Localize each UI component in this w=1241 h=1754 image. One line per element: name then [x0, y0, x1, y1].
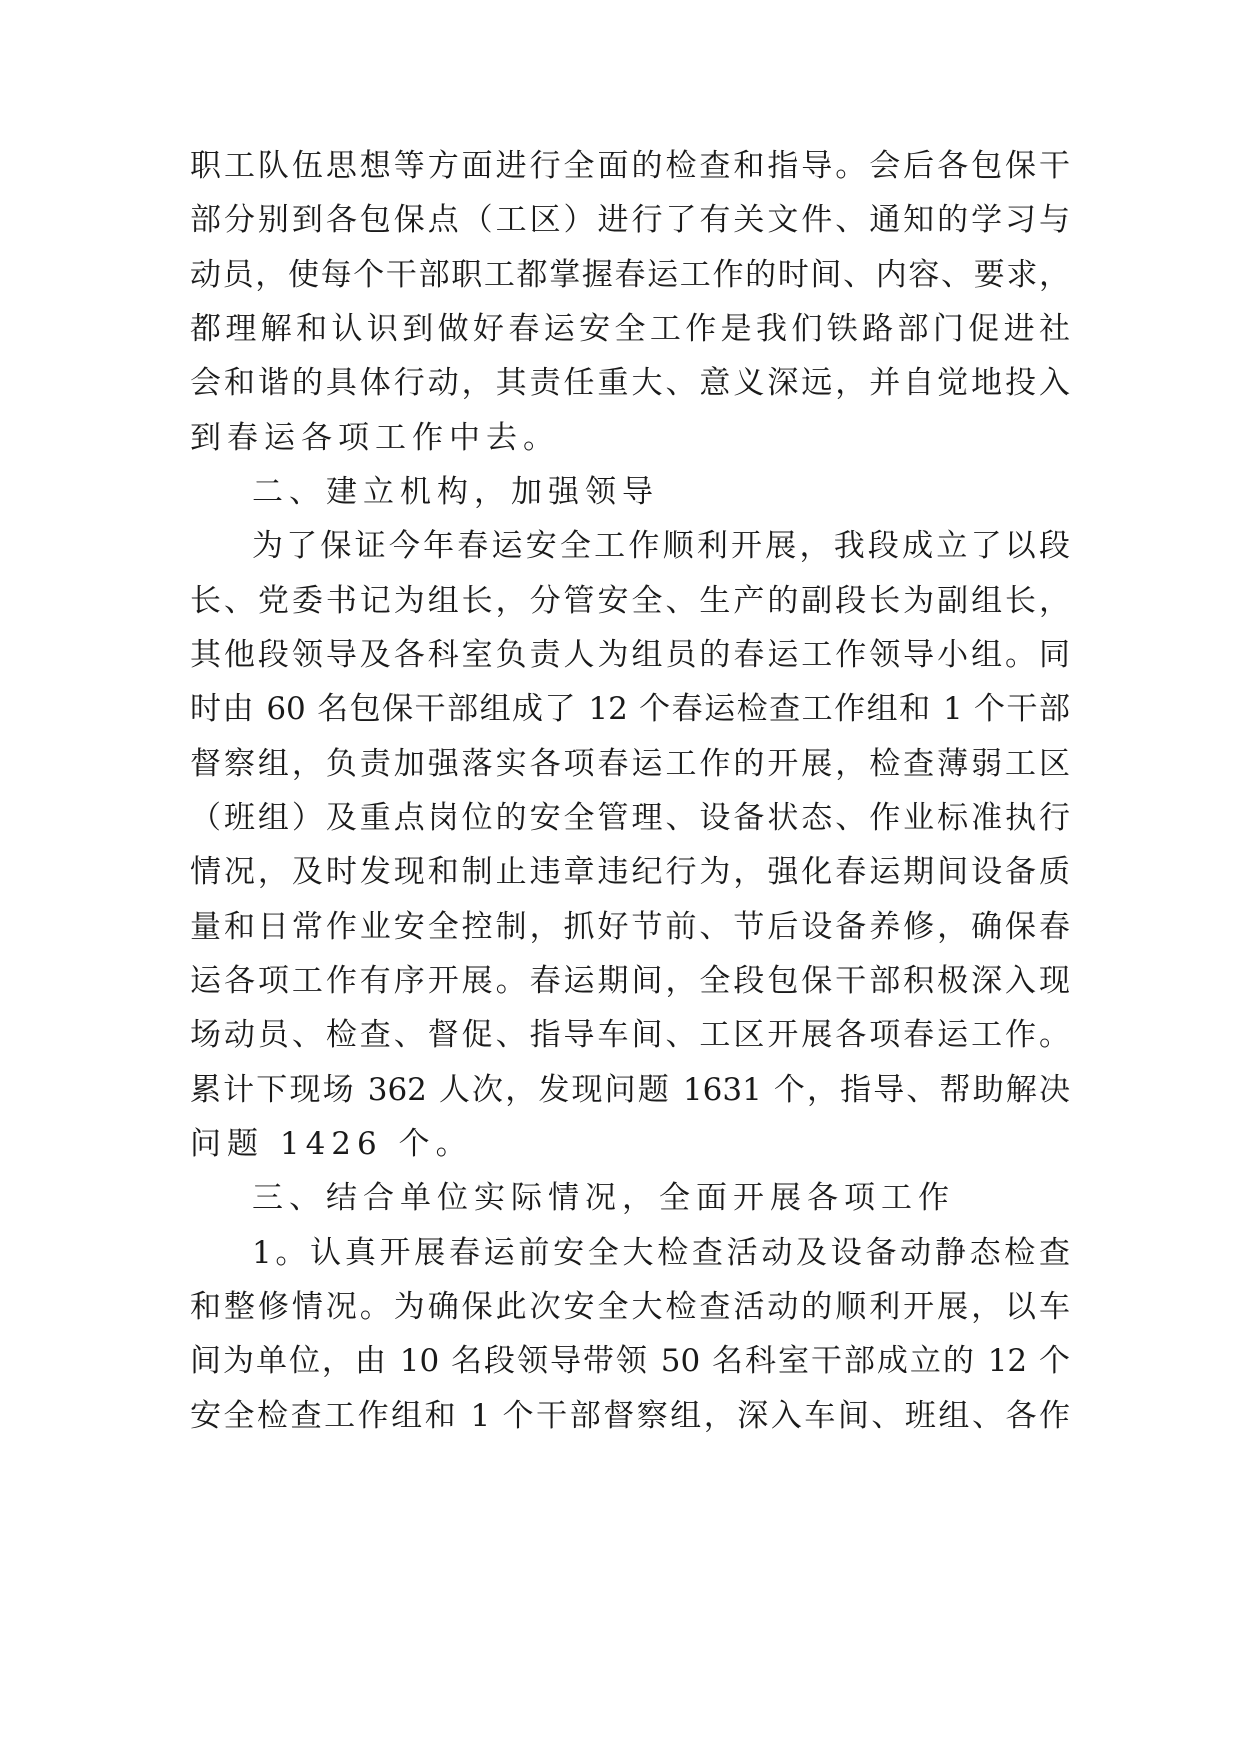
- paragraph-line: 安全检查工作组和 1 个干部督察组，深入车间、班组、各作: [190, 1398, 1070, 1434]
- paragraph-line: 动员，使每个干部职工都掌握春运工作的时间、内容、要求，: [190, 257, 1070, 293]
- section-heading: 二、建立机构，加强领导: [252, 474, 659, 510]
- paragraph-line: 量和日常作业安全控制，抓好节前、节后设备养修，确保春: [190, 909, 1070, 945]
- paragraph-line: 累计下现场 362 人次，发现问题 1631 个，指导、帮助解决: [190, 1072, 1070, 1108]
- paragraph-line: 时由 60 名包保干部组成了 12 个春运检查工作组和 1 个干部: [190, 691, 1070, 727]
- paragraph-line: 长、党委书记为组长，分管安全、生产的副段长为副组长，: [190, 583, 1070, 619]
- paragraph-line: 和整修情况。为确保此次安全大检查活动的顺利开展，以车: [190, 1289, 1070, 1325]
- paragraph-line: 1。认真开展春运前安全大检查活动及设备动静态检查: [252, 1235, 1070, 1271]
- paragraph-line: 运各项工作有序开展。春运期间，全段包保干部积极深入现: [190, 963, 1070, 999]
- paragraph-line: 职工队伍思想等方面进行全面的检查和指导。会后各包保干: [190, 148, 1070, 184]
- paragraph-line: 都理解和认识到做好春运安全工作是我们铁路部门促进社: [190, 311, 1070, 347]
- paragraph-line: 督察组，负责加强落实各项春运工作的开展，检查薄弱工区: [190, 746, 1070, 782]
- paragraph-line: 情况，及时发现和制止违章违纪行为，强化春运期间设备质: [190, 854, 1070, 890]
- paragraph-line: 问题 1426 个。: [190, 1126, 473, 1162]
- paragraph-line: （班组）及重点岗位的安全管理、设备状态、作业标准执行: [190, 800, 1070, 836]
- paragraph-line: 其他段领导及各科室负责人为组员的春运工作领导小组。同: [190, 637, 1070, 673]
- paragraph-line: 到春运各项工作中去。: [190, 420, 560, 456]
- paragraph-line: 部分别到各包保点（工区）进行了有关文件、通知的学习与: [190, 202, 1070, 238]
- section-heading: 三、结合单位实际情况，全面开展各项工作: [252, 1180, 955, 1216]
- paragraph-line: 为了保证今年春运安全工作顺利开展，我段成立了以段: [252, 528, 1070, 564]
- paragraph-line: 间为单位，由 10 名段领导带领 50 名科室干部成立的 12 个: [190, 1343, 1070, 1379]
- paragraph-line: 会和谐的具体行动，其责任重大、意义深远，并自觉地投入: [190, 365, 1070, 401]
- paragraph-line: 场动员、检查、督促、指导车间、工区开展各项春运工作。: [190, 1017, 1070, 1053]
